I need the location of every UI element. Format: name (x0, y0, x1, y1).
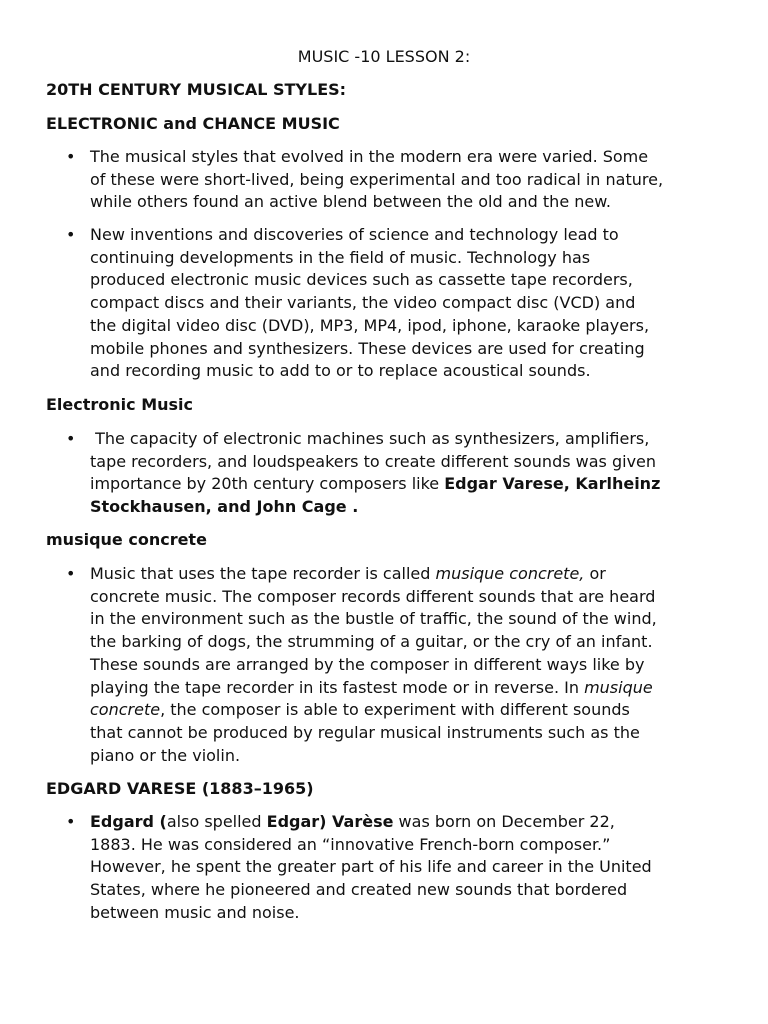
list-item (90, 428, 740, 519)
text-line: in the environment such as the bustle of traffic, the sound of the wind, (90, 609, 657, 629)
bullet-icon: • (66, 147, 76, 166)
section-heading-edgard-varese: EDGARD VARESE (1883–1965) (46, 779, 314, 798)
section-heading-electronic-music: Electronic Music (46, 395, 194, 414)
italic-term: musique concrete, (435, 564, 585, 583)
text-line: mobile phones and synthesizers. These devices are used for creating (90, 338, 645, 358)
bullet-icon: • (66, 564, 76, 583)
italic-term: concrete (90, 700, 161, 720)
bullet-icon: • (66, 812, 76, 831)
text-line: However, he spent the greater part of his life and career in the United (90, 857, 652, 877)
list-item (90, 811, 740, 925)
text-line: while others found an active blend between the old and the new. (90, 192, 611, 212)
section-heading-20th-century: 20TH CENTURY MUSICAL STYLES: (46, 80, 347, 99)
text-line: between music and noise. (90, 902, 300, 922)
text-segment: also spelled (166, 812, 267, 831)
text-line (90, 811, 740, 834)
text-line: 1883. He was considered an “innovative French-born composer.” (90, 834, 611, 854)
text-line (90, 473, 740, 496)
text-line: New inventions and discoveries of science and technology lead to (90, 225, 619, 244)
list-item (90, 146, 740, 214)
text-line: that cannot be produced by regular musical instruments such as the (90, 722, 640, 742)
text-line: piano or the violin. (90, 745, 241, 765)
section-heading-electronic-chance: ELECTRONIC and CHANCE MUSIC (46, 114, 340, 133)
list-item (90, 224, 740, 383)
lesson-title: MUSIC -10 LESSON 2: (297, 47, 471, 66)
composer-names: Stockhausen, and John Cage . (90, 497, 359, 517)
text-segment: playing the tape recorder in its fastest mode or in reverse. In (90, 677, 585, 697)
text-line: States, where he pioneered and created new sounds that bordered (90, 880, 628, 900)
text-line: the barking of dogs, the strumming of a guitar, or the cry of an infant. (90, 632, 653, 652)
text-line: tape recorders, and loudspeakers to create different sounds was given (90, 451, 657, 471)
name-bold: Edgar) Varèse (266, 812, 394, 831)
section-heading-musique-concrete: musique concrete (46, 530, 207, 549)
text-line: compact discs and their variants, the video compact disc (VCD) and (90, 293, 636, 313)
text-line: continuing developments in the field of music. Technology has (90, 247, 591, 267)
text-line: and recording music to add to or to replace acoustical sounds. (90, 361, 591, 381)
text-line: The capacity of electronic machines such as synthesizers, amplifiers, (90, 429, 650, 448)
text-line: of these were short-lived, being experimental and too radical in nature, (90, 169, 664, 189)
text-line: produced electronic music devices such as cassette tape recorders, (90, 270, 633, 290)
italic-term: musique (584, 677, 653, 697)
text-line (90, 677, 740, 700)
text-line: These sounds are arranged by the composer in different ways like by (90, 654, 645, 674)
text-segment: Music that uses the tape recorder is called (90, 564, 436, 583)
text-line (90, 563, 740, 586)
text-line (90, 496, 740, 519)
bullet-icon: • (66, 429, 76, 448)
list-item (90, 563, 740, 767)
text-segment: or (584, 564, 606, 583)
text-segment: was born on December 22, (393, 812, 615, 831)
text-line: The musical styles that evolved in the modern era were varied. Some (90, 147, 649, 166)
text-line (90, 699, 740, 722)
bullet-icon: • (66, 225, 76, 244)
composer-names: Edgar Varese, Karlheinz (444, 474, 661, 494)
text-line: concrete music. The composer records different sounds that are heard (90, 586, 656, 606)
text-segment: importance by 20th century composers like (90, 474, 445, 494)
text-segment: , the composer is able to experiment with different sounds (160, 700, 630, 720)
name-bold: Edgard ( (90, 812, 167, 831)
text-line: the digital video disc (DVD), MP3, MP4, ipod, iphone, karaoke players, (90, 315, 650, 335)
